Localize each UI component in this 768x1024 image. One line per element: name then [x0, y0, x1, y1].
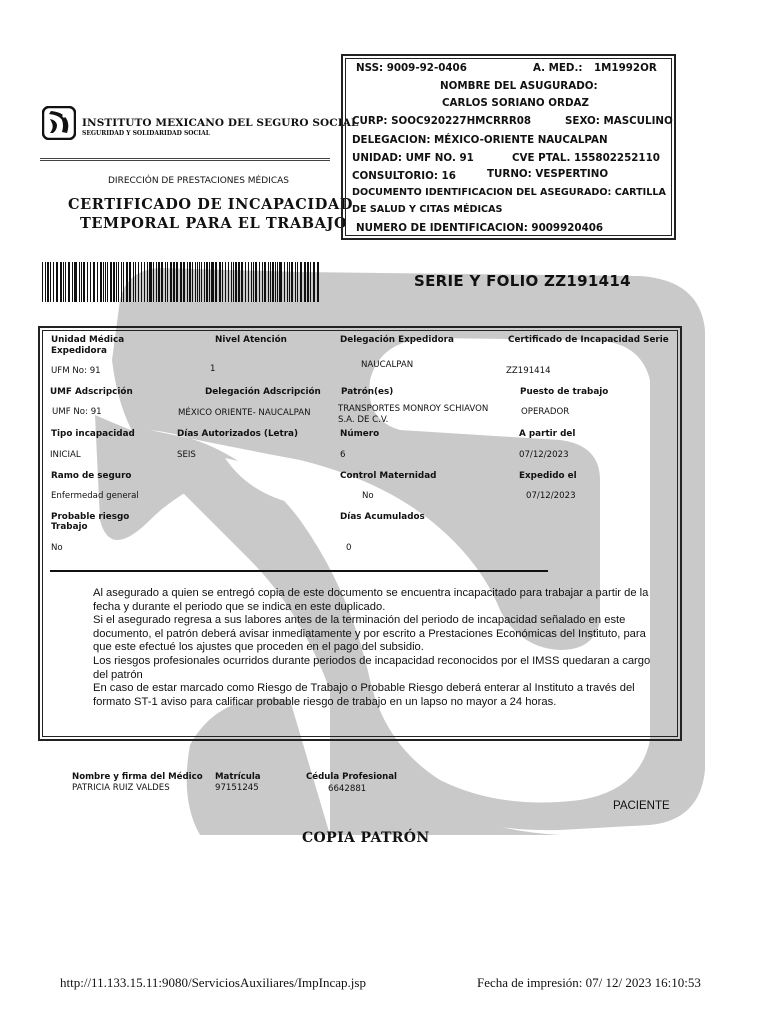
barcode-bar [289, 262, 290, 302]
barcode-bar [262, 262, 263, 302]
tipo-incapacidad-label: Tipo incapacidad [51, 429, 135, 439]
barcode-bar [297, 262, 298, 302]
expedido-value: 07/12/2023 [526, 491, 576, 501]
barcode-bar [121, 262, 122, 302]
barcode-bar [103, 262, 104, 302]
patron-value-line2: S.A. DE C.V. [338, 415, 389, 425]
patron-value-line1: TRANSPORTES MONROY SCHIAVON [338, 404, 489, 414]
cedula-value: 6642881 [328, 784, 367, 794]
barcode-bar [107, 262, 108, 302]
barcode-bar [156, 262, 157, 302]
barcode-bar [201, 262, 202, 302]
certificado-serie-label: Certificado de Incapacidad Serie [508, 335, 669, 345]
barcode-bar [183, 262, 185, 302]
notice-line: Los riesgos profesionales ocurridos durante periodos de incapacidad reconocidos por el IMSS quedaran a cargo [93, 654, 651, 667]
notice-line: Al asegurado a quien se entregó copia de este documento se encuentra incapacitado para trabajar a partir de la [93, 587, 649, 599]
barcode-bar [68, 262, 70, 302]
nss-field: NSS: 9009-92-0406 [356, 62, 467, 74]
barcode-bar [135, 262, 136, 302]
medico-label: Nombre y firma del Médico [72, 772, 203, 782]
barcode-bar [173, 262, 175, 302]
barcode-bar [310, 262, 311, 302]
notice-line: fecha y durante el periodo que se indica en este duplicado. [93, 600, 386, 613]
numero-identificacion: NUMERO DE IDENTIFICACION: 9009920406 [356, 222, 604, 234]
patron-label: Patrón(es) [341, 387, 394, 397]
a-partir-value: 07/12/2023 [519, 450, 569, 460]
barcode-bar [206, 262, 208, 302]
barcode-bar [235, 262, 237, 302]
barcode-bar [144, 262, 145, 302]
notice-line: formato ST-1 aviso para calificar probable riesgo de trabajo en un lapso no mayor a 24 horas. [93, 695, 557, 708]
cve-ptal-field: CVE PTAL. 155802252110 [512, 152, 660, 164]
barcode-bar [138, 262, 139, 302]
barcode-bar [93, 262, 95, 302]
insured-name-label: NOMBRE DEL ASUGURADO: [440, 80, 598, 92]
barcode-bar [204, 262, 205, 302]
doc-id-line1: DOCUMENTO IDENTIFICACION DEL ASEGURADO: CARTILLA [352, 187, 666, 198]
barcode-bar [304, 262, 306, 302]
barcode-bar [74, 262, 77, 302]
barcode-bar [180, 262, 182, 302]
umf-adscripcion-label: UMF Adscripción [50, 387, 133, 397]
barcode-bar [259, 262, 260, 302]
barcode-bar [133, 262, 134, 302]
barcode-bar [50, 262, 51, 302]
sexo-field: SEXO: MASCULINO [565, 115, 673, 127]
notice-line: documento, el patrón deberá avisar inmediatamente y por escrito a Prestaciones Económicas del Instituto, para [93, 627, 646, 640]
barcode-bar [270, 262, 271, 302]
direction-label: DIRECCIÓN DE PRESTACIONES MÉDICAS [108, 176, 289, 186]
barcode-bar [251, 262, 252, 302]
medico-value: PATRICIA RUIZ VALDES [72, 783, 170, 793]
barcode-bar [158, 262, 160, 302]
barcode-bar [248, 262, 249, 302]
barcode-bar [65, 262, 66, 302]
barcode-bar [100, 262, 102, 302]
dias-autorizados-letra-label: Días Autorizados (Letra) [177, 429, 299, 439]
barcode-bar [233, 262, 234, 302]
numero-label: Número [340, 429, 380, 439]
barcode-bar [313, 262, 315, 302]
unidad-medica-label-2: Expedidora [51, 346, 107, 356]
ramo-seguro-value: Enfermedad general [51, 491, 139, 501]
puesto-trabajo-label: Puesto de trabajo [520, 387, 609, 397]
barcode-bar [225, 262, 226, 302]
barcode-bar [241, 262, 243, 302]
ramo-seguro-label: Ramo de seguro [51, 471, 132, 481]
turno-field: TURNO: VESPERTINO [487, 168, 609, 180]
barcode-bar [295, 262, 296, 302]
barcode-bar [195, 262, 196, 302]
barcode-bar [279, 262, 282, 302]
barcode-bar [83, 262, 85, 302]
barcode-bar [255, 262, 257, 302]
delegacion-adscripcion-value: MÉXICO ORIENTE- NAUCALPAN [178, 408, 311, 418]
insured-name: CARLOS SORIANO ORDAZ [442, 97, 589, 109]
curp-field: CURP: SOOC920227HMCRRR08 [352, 115, 532, 127]
barcode-bar [275, 262, 276, 302]
barcode-bar [126, 262, 128, 302]
tipo-incapacidad-value: INICIAL [50, 450, 81, 460]
barcode-bar [60, 262, 62, 302]
notice-line: que este efectué los ajustes que proceden en el pago del subsidio. [93, 641, 424, 654]
barcode-bar [238, 262, 240, 302]
doc-id-line2: DE SALUD Y CITAS MÉDICAS [352, 204, 503, 215]
barcode-bar [149, 262, 152, 302]
expedido-label: Expedido el [519, 471, 577, 481]
notice-text [93, 587, 673, 709]
notice-line: Si el asegurado regresa a sus labores antes de la terminación del periodo de incapacidad señalado en este [93, 614, 626, 627]
barcode-bar [253, 262, 254, 302]
consultorio-field: CONSULTORIO: 16 [352, 170, 456, 182]
barcode-bar [129, 262, 131, 302]
probable-riesgo-label-1: Probable riesgo [51, 512, 130, 522]
details-divider [50, 570, 548, 572]
barcode-bar [215, 262, 217, 302]
nivel-atencion-label: Nivel Atención [215, 335, 287, 345]
delegacion-expedidora-value: NAUCALPAN [361, 360, 414, 370]
barcode-bar [176, 262, 178, 302]
certificado-serie-value: ZZ191414 [506, 366, 551, 376]
probable-riesgo-value: No [51, 543, 63, 553]
barcode-bar [147, 262, 148, 302]
dias-autorizados-letra-value: SEIS [177, 450, 196, 460]
barcode-bar [300, 262, 302, 302]
certificate-title-line2: TEMPORAL PARA EL TRABAJO [80, 215, 348, 232]
imss-eagle-logo-icon [42, 106, 76, 140]
barcode-bar [222, 262, 223, 302]
institution-tagline: SEGURIDAD Y SOLIDARIDAD SOCIAL [82, 130, 210, 137]
barcode-bar [105, 262, 106, 302]
notice-line: del patrón [93, 668, 143, 681]
barcode-bar [197, 262, 198, 302]
barcode-bar [81, 262, 82, 302]
serie-folio: SERIE Y FOLIO ZZ191414 [414, 272, 631, 290]
barcode-bar [53, 262, 54, 302]
control-maternidad-value: No [362, 491, 374, 501]
barcode-bar [118, 262, 119, 302]
barcode-bar [90, 262, 91, 302]
barcode-bar [161, 262, 163, 302]
barcode-bar [42, 262, 43, 302]
barcode-bar [141, 262, 142, 302]
header-divider [40, 158, 330, 161]
barcode-bar [72, 262, 73, 302]
puesto-trabajo-value: OPERADOR [521, 407, 570, 417]
barcode-bar [291, 262, 293, 302]
unidad-medica-value: UFM No: 91 [51, 366, 101, 376]
delegacion-adscripcion-label: Delegación Adscripción [205, 387, 321, 397]
barcode-bar [228, 262, 229, 302]
unidad-medica-label-1: Unidad Médica [51, 335, 125, 345]
barcode-bar [153, 262, 154, 302]
copia-patron-label: COPIA PATRÓN [302, 830, 430, 846]
institution-name: INSTITUTO MEXICANO DEL SEGURO SOCIAL [82, 117, 359, 129]
matricula-label: Matrícula [215, 772, 261, 782]
barcode [42, 262, 320, 302]
certificate-title-line1: CERTIFICADO DE INCAPACIDAD [68, 196, 354, 213]
barcode-bar [187, 262, 188, 302]
footer-print-date: Fecha de impresión: 07/ 12/ 2023 16:10:53 [477, 975, 701, 990]
a-med-label: A. MED.: [533, 62, 583, 74]
cedula-label: Cédula Profesional [306, 772, 397, 782]
barcode-bar [170, 262, 172, 302]
delegacion-field: DELEGACION: MÉXICO-ORIENTE NAUCALPAN [352, 134, 608, 146]
barcode-bar [79, 262, 80, 302]
barcode-bar [277, 262, 278, 302]
barcode-bar [47, 262, 49, 302]
barcode-bar [167, 262, 168, 302]
barcode-bar [189, 262, 191, 302]
paciente-label: PACIENTE [613, 800, 670, 812]
delegacion-expedidora-label: Delegación Expedidora [340, 335, 454, 345]
barcode-bar [268, 262, 269, 302]
barcode-bar [264, 262, 266, 302]
dias-acumulados-label: Días Acumulados [340, 512, 425, 522]
control-maternidad-label: Control Maternidad [340, 471, 437, 481]
matricula-value: 97151245 [215, 783, 259, 793]
numero-value: 6 [340, 450, 346, 460]
barcode-bar [192, 262, 193, 302]
barcode-bar [45, 262, 46, 302]
a-med-value: 1M1992OR [594, 62, 657, 74]
nivel-atencion-value: 1 [210, 364, 216, 374]
footer-url: http://11.133.15.11:9080/ServiciosAuxiliares/ImpIncap.jsp [60, 975, 366, 990]
umf-adscripcion-value: UMF No: 91 [52, 407, 102, 417]
barcode-bar [317, 262, 319, 302]
barcode-bar [231, 262, 232, 302]
dias-acumulados-value: 0 [346, 543, 352, 553]
barcode-bar [284, 262, 285, 302]
barcode-bar [209, 262, 210, 302]
probable-riesgo-label-2: Trabajo [51, 522, 88, 532]
barcode-bar [123, 262, 124, 302]
barcode-bar [97, 262, 98, 302]
barcode-bar [272, 262, 274, 302]
barcode-bar [219, 262, 221, 302]
barcode-bar [87, 262, 88, 302]
barcode-bar [287, 262, 288, 302]
barcode-bar [110, 262, 112, 302]
barcode-bar [63, 262, 64, 302]
barcode-bar [113, 262, 115, 302]
barcode-bar [245, 262, 246, 302]
barcode-bar [307, 262, 309, 302]
a-partir-label: A partir del [519, 429, 576, 439]
unidad-field: UNIDAD: UMF NO. 91 [352, 152, 474, 164]
notice-line: En caso de estar marcado como Riesgo de Trabajo o Probable Riesgo deberá enterar al Instituto a través del [93, 682, 635, 695]
barcode-bar [211, 262, 214, 302]
barcode-bar [199, 262, 200, 302]
barcode-bar [165, 262, 166, 302]
barcode-bar [116, 262, 117, 302]
barcode-bar [56, 262, 58, 302]
